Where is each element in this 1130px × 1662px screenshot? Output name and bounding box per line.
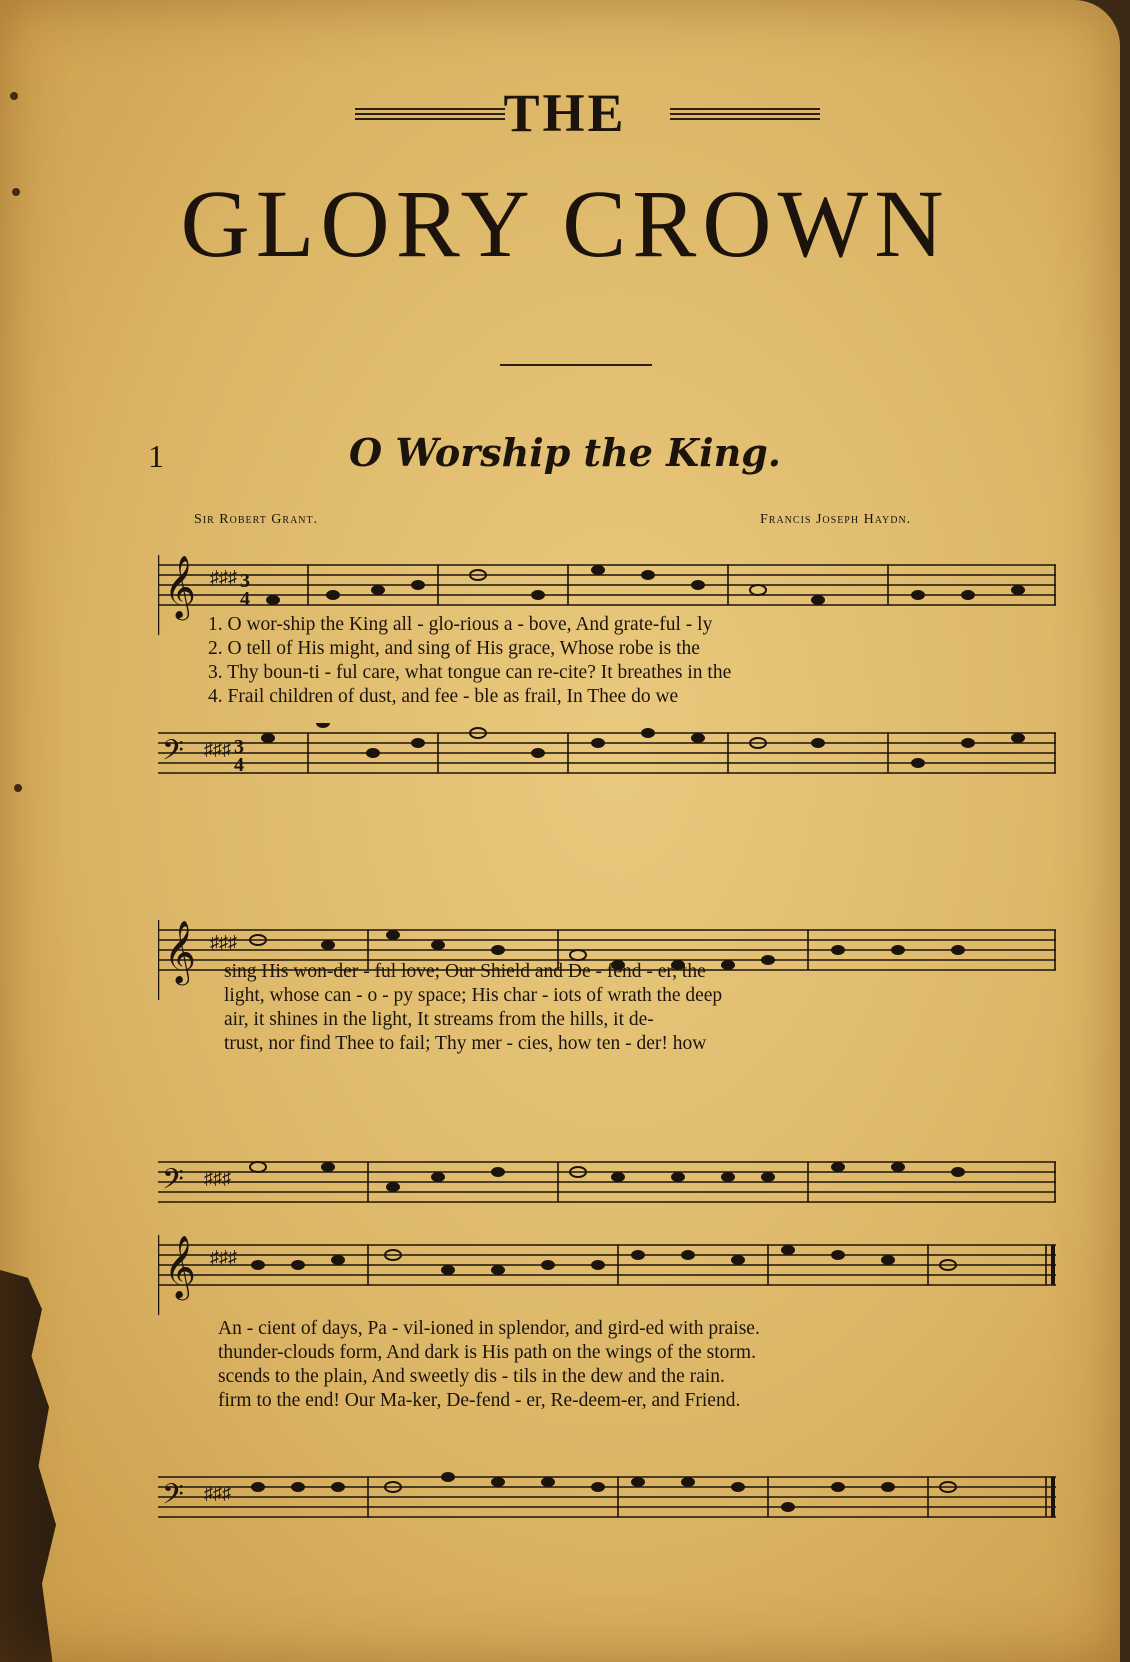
svg-text:3: 3 bbox=[234, 736, 244, 758]
hymn-title: O Worship the King. bbox=[348, 430, 781, 475]
svg-text:4: 4 bbox=[234, 754, 244, 776]
verse-line: 2. O tell of His might, and sing of His grace, Whose robe is the bbox=[208, 638, 700, 659]
verse-line: 1. O wor-ship the King all - glo-rious a - bove, And grate-ful - ly bbox=[208, 614, 713, 635]
svg-text:♯♯♯: ♯♯♯ bbox=[210, 932, 237, 952]
svg-text:4: 4 bbox=[240, 588, 250, 610]
verse-line: thunder-clouds form, And dark is His path on the wings of the storm. bbox=[218, 1342, 756, 1363]
verse-line: An - cient of days, Pa - vil-ioned in splendor, and gird-ed with praise. bbox=[218, 1318, 760, 1339]
svg-text:♯♯♯: ♯♯♯ bbox=[204, 1168, 231, 1188]
lyricist-credit: Sir Robert Grant. bbox=[194, 512, 319, 527]
torn-page-edge bbox=[0, 1270, 70, 1662]
binding-hole bbox=[14, 784, 22, 792]
verse-line: 3. Thy boun-ti - ful care, what tongue can re-cite? It breathes in the bbox=[208, 662, 732, 683]
bass-staff bbox=[158, 1467, 1056, 1547]
composer-credit: Francis Joseph Haydn. bbox=[760, 512, 912, 527]
verse-lyrics-system-2 bbox=[224, 960, 722, 1056]
verse-line: light, whose can - o - py space; His char - iots of wrath the deep bbox=[224, 985, 723, 1006]
book-title: GLORY CROWN bbox=[180, 170, 950, 277]
verse-lyrics-system-1 bbox=[208, 613, 731, 709]
verse-line: firm to the end! Our Ma-ker, De-fend - er, Re-deem-er, and Friend. bbox=[218, 1390, 741, 1411]
bass-staff bbox=[158, 723, 1056, 803]
verse-lyrics-system-3 bbox=[218, 1317, 760, 1413]
svg-text:♯♯♯: ♯♯♯ bbox=[204, 739, 231, 759]
verse-line: trust, nor find Thee to fail; Thy mer - cies, how ten - der! how bbox=[224, 1033, 707, 1054]
verse-line: sing His won-der - ful love; Our Shield and De - fend - er, the bbox=[224, 961, 706, 982]
svg-text:𝄞: 𝄞 bbox=[164, 555, 196, 618]
svg-text:♯♯♯: ♯♯♯ bbox=[210, 567, 237, 587]
svg-text:𝄞: 𝄞 bbox=[164, 1235, 196, 1298]
svg-text:♯♯♯: ♯♯♯ bbox=[210, 1247, 237, 1267]
treble-staff bbox=[158, 1235, 1056, 1315]
svg-text:𝄞: 𝄞 bbox=[164, 920, 196, 983]
svg-text:𝄢: 𝄢 bbox=[162, 734, 184, 774]
svg-text:𝄢: 𝄢 bbox=[162, 1478, 184, 1518]
svg-text:3: 3 bbox=[240, 570, 250, 592]
book-title-article: THE bbox=[503, 83, 627, 143]
title-ornament-right bbox=[670, 108, 820, 122]
hymn-number: 1 bbox=[148, 438, 164, 474]
verse-line: scends to the plain, And sweetly dis - tils in the dew and the rain. bbox=[218, 1366, 725, 1387]
verse-line: air, it shines in the light, It streams from the hills, it de- bbox=[224, 1009, 654, 1030]
svg-text:𝄢: 𝄢 bbox=[162, 1163, 184, 1203]
title-divider bbox=[500, 364, 652, 366]
svg-text:♯♯♯: ♯♯♯ bbox=[204, 1483, 231, 1503]
verse-line: 4. Frail children of dust, and fee - ble as frail, In Thee do we bbox=[208, 686, 679, 707]
bass-staff bbox=[158, 1152, 1056, 1232]
